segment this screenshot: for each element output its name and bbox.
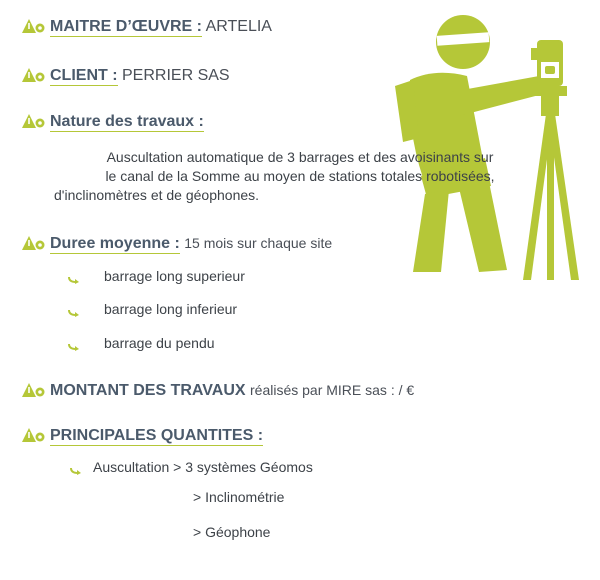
quantites-sub-item: > Inclinométrie xyxy=(193,489,285,505)
duree-heading xyxy=(50,235,332,253)
client-value: PERRIER SAS xyxy=(122,67,230,84)
duree-value: 15 mois sur chaque site xyxy=(184,235,333,251)
curved-arrow-icon xyxy=(68,309,80,317)
curved-arrow-icon xyxy=(68,343,80,351)
construction-sign-icon xyxy=(20,66,46,84)
nature-label: Nature des travaux : xyxy=(50,113,204,130)
nature-line: Auscultation automatique de 3 barrages et des avoisinants sur xyxy=(106,149,494,165)
quantites-sub-item: > Géophone xyxy=(193,524,271,540)
construction-sign-icon xyxy=(20,112,46,130)
construction-sign-icon xyxy=(20,381,46,399)
construction-sign-icon xyxy=(20,426,46,444)
client-heading xyxy=(50,67,230,85)
montant-heading xyxy=(50,382,414,400)
maitre-doeuvre-value: ARTELIA xyxy=(205,18,272,35)
maitre-doeuvre-label: MAITRE D’ŒUVRE : xyxy=(50,18,202,35)
maitre-doeuvre-heading xyxy=(50,18,272,36)
construction-sign-icon xyxy=(20,234,46,252)
quantites-first: Auscultation > 3 systèmes Géomos xyxy=(93,459,313,475)
list-item: barrage du pendu xyxy=(104,335,215,351)
nature-line: d'inclinomètres et de géophones. xyxy=(54,187,260,203)
list-item: barrage long inferieur xyxy=(104,301,238,317)
quantites-heading xyxy=(50,427,263,445)
client-label: CLIENT : xyxy=(50,67,118,84)
quantites-label: PRINCIPALES QUANTITES : xyxy=(50,427,264,444)
construction-sign-icon xyxy=(20,17,46,35)
curved-arrow-icon xyxy=(68,276,80,284)
montant-label: MONTANT DES TRAVAUX xyxy=(50,382,246,399)
nature-line: le canal de la Somme au moyen de stations totales robotisées, xyxy=(105,168,495,184)
curved-arrow-icon xyxy=(70,467,82,475)
montant-value: réalisés par MIRE sas : / € xyxy=(250,382,415,398)
duree-label: Duree moyenne : xyxy=(50,235,180,252)
nature-description xyxy=(40,148,560,205)
list-item: barrage long superieur xyxy=(104,268,245,284)
nature-heading xyxy=(50,113,204,131)
